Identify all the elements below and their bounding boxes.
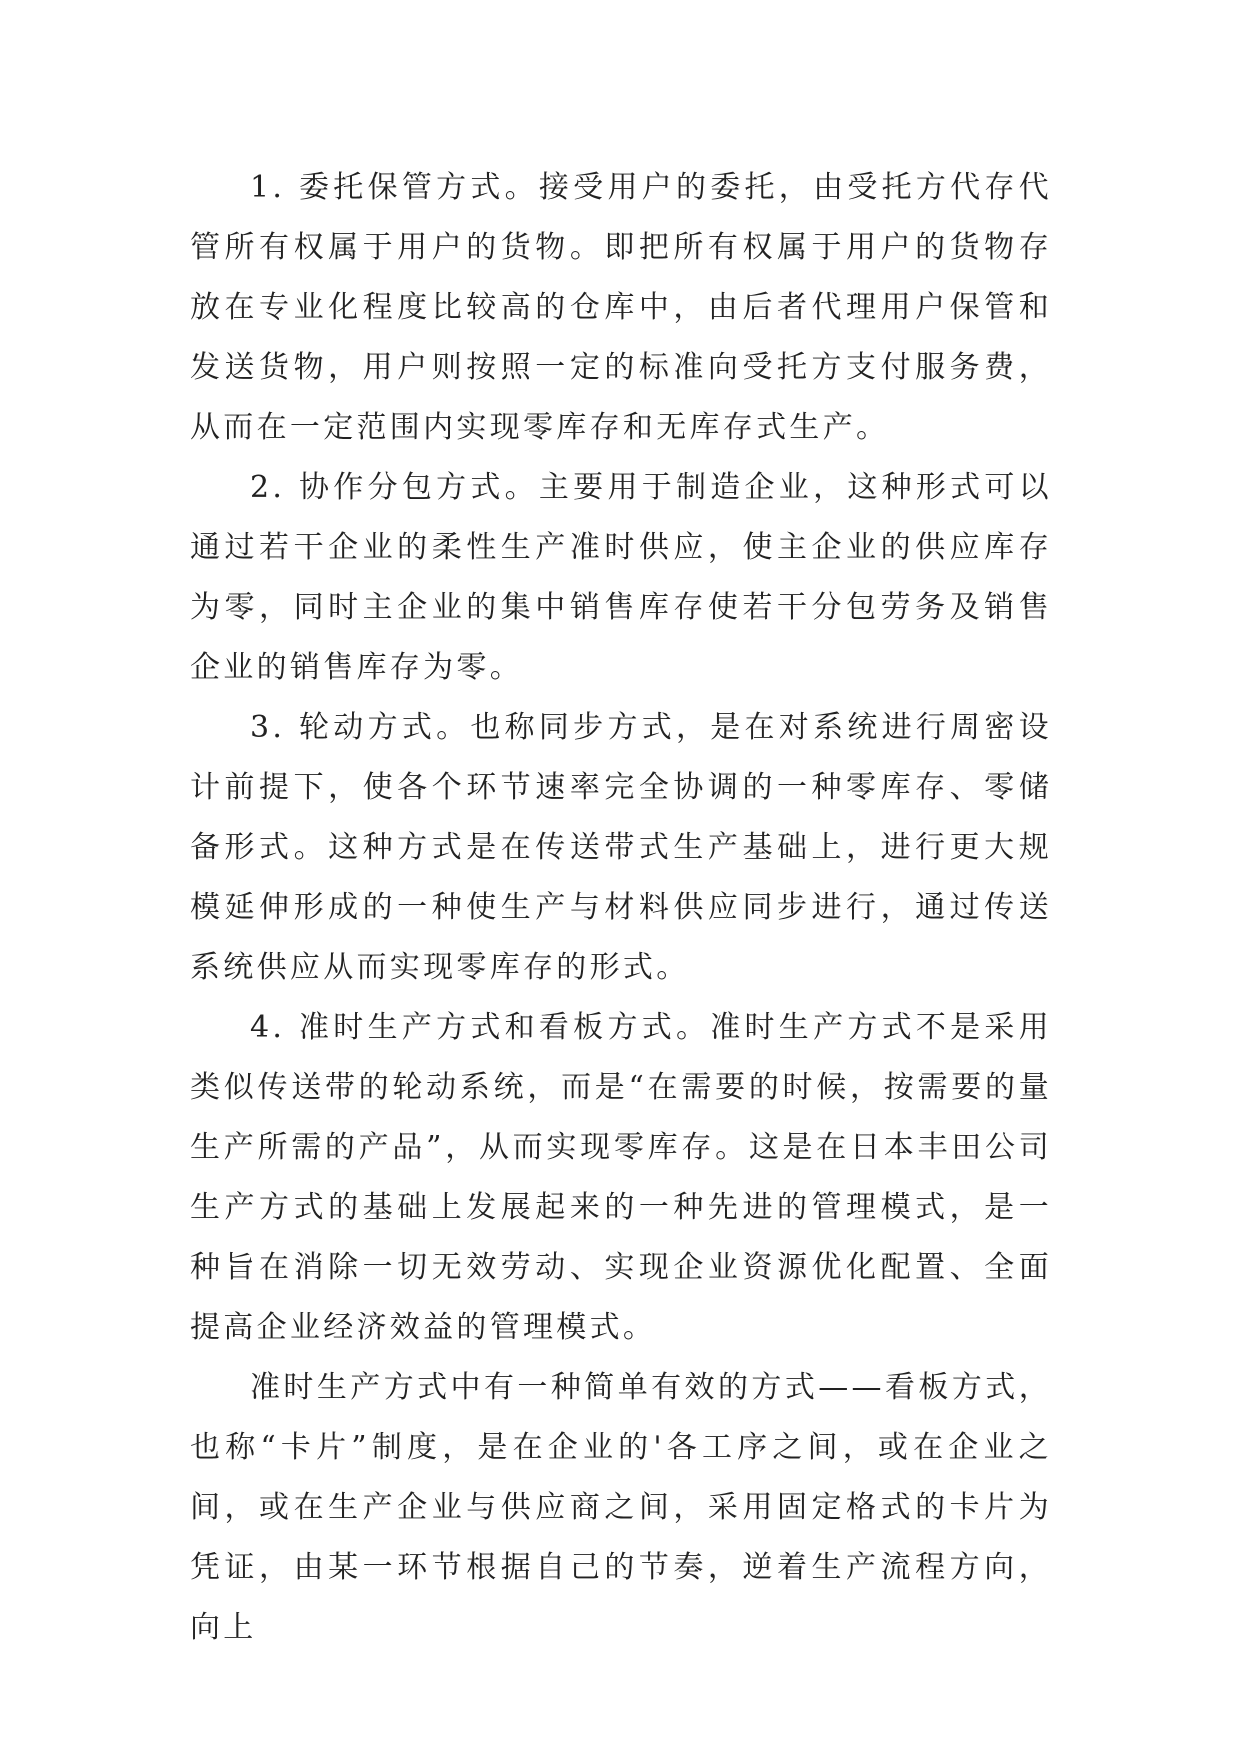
document-body — [190, 158, 1052, 1658]
paragraph-cooperative-subcontracting: 2. 协作分包方式。主要用于制造企业，这种形式可以通过若干企业的柔性生产准时供应，使主企业的供应库存为零，同时主企业的集中销售库存使若干分包劳务及销售企业的销售库存为零。 — [190, 470, 1052, 685]
paragraph-kanban-method: 准时生产方式中有一种简单有效的方式——看板方式，也称“卡片”制度，是在企业的'各工序之间，或在企业之间，或在生产企业与供应商之间，采用固定格式的卡片为凭证，由某一环节根据自己的节奏，逆着生产流程方向，向上 — [190, 1370, 1052, 1645]
paragraph-entrusted-custody: 1. 委托保管方式。接受用户的委托，由受托方代存代管所有权属于用户的货物。即把所有权属于用户的货物存放在专业化程度比较高的仓库中，由后者代理用户保管和发送货物，用户则按照一定的标准向受托方支付服务费，从而在一定范围内实现零库存和无库存式生产。 — [190, 170, 1052, 445]
paragraph-synchronous-rotation: 3. 轮动方式。也称同步方式，是在对系统进行周密设计前提下，使各个环节速率完全协调的一种零库存、零储备形式。这种方式是在传送带式生产基础上，进行更大规模延伸形成的一种使生产与材料供应同步进行，通过传送系统供应从而实现零库存的形式。 — [190, 710, 1052, 985]
paragraph-just-in-time-kanban: 4. 准时生产方式和看板方式。准时生产方式不是采用类似传送带的轮动系统，而是“在需要的时候，按需要的量生产所需的产品”，从而实现零库存。这是在日本丰田公司生产方式的基础上发展起来的一种先进的管理模式，是一种旨在消除一切无效劳动、实现企业资源优化配置、全面提高企业经济效益的管理模式。 — [190, 1010, 1052, 1345]
